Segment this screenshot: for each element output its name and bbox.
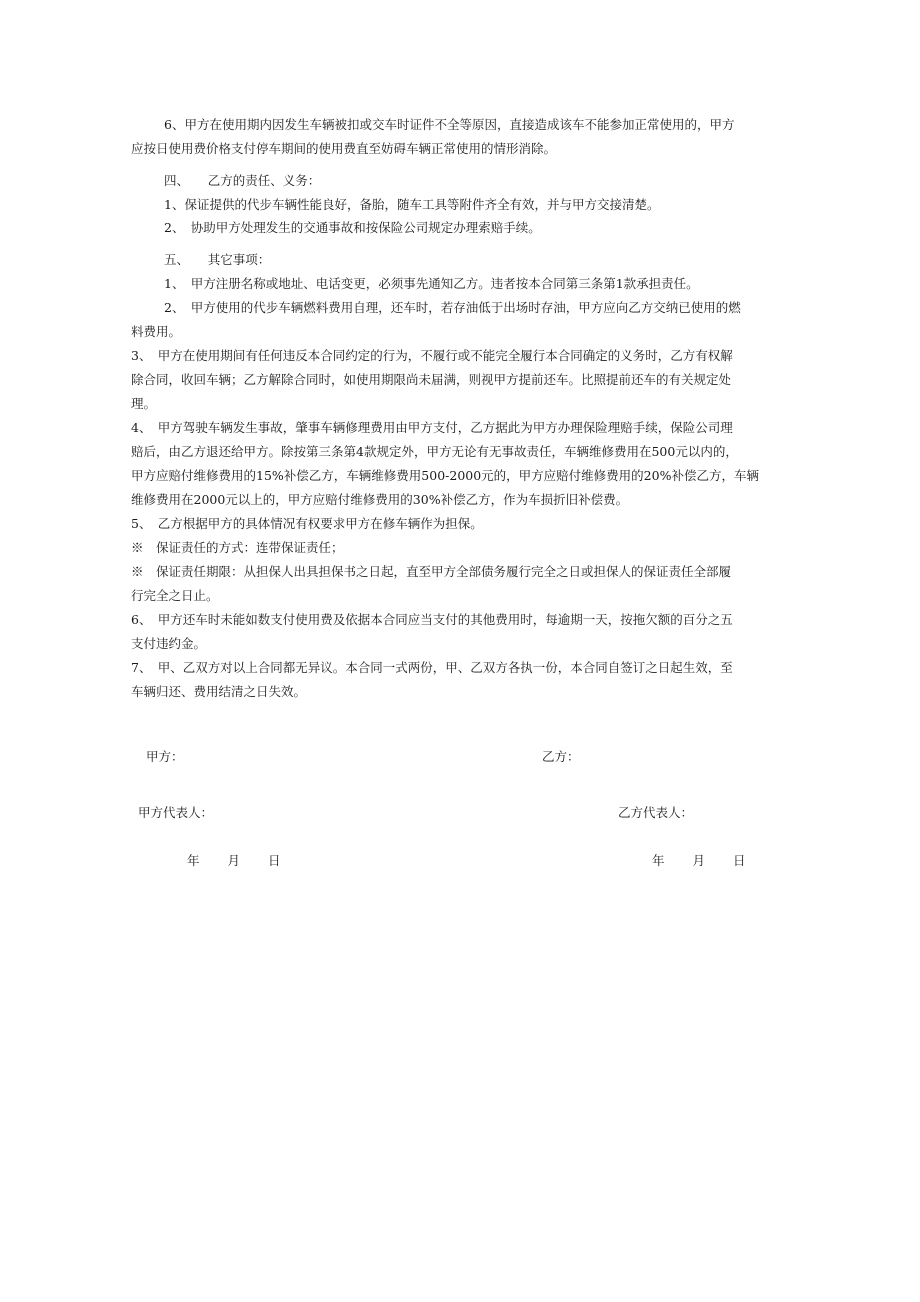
- section-5-item-3-line-3: 理。: [131, 396, 157, 411]
- guarantee-method: ※ 保证责任的方式：连带保证责任；: [131, 540, 344, 555]
- section-5-item-4-line-3: 甲方应赔付维修费用的15%补偿乙方，车辆维修费用500-2000元的，甲方应赔付维修费用的20%补偿乙方，车辆: [131, 468, 759, 483]
- party-a-date: 年 月 日: [187, 853, 282, 868]
- section-5-heading: 五、 其它事项：: [164, 252, 271, 267]
- party-a-representative-label: 甲方代表人：: [138, 805, 214, 820]
- section-4-heading: 四、 乙方的责任、义务：: [164, 173, 321, 188]
- section-4-item-2: 2、 协助甲方处理发生的交通事故和按保险公司规定办理索赔手续。: [164, 220, 541, 235]
- section-5-item-2-line-1: 2、 甲方使用的代步车辆燃料费用自理，还车时，若存油低于出场时存油，甲方应向乙方交纳已使用的燃: [164, 300, 741, 315]
- section-5-item-3-line-1: 3、 甲方在使用期间有任何违反本合同约定的行为，不履行或不能完全履行本合同确定的义务时，乙方有权解: [131, 348, 733, 363]
- guarantee-period-line-2: 行完全之日止。: [131, 588, 219, 603]
- section-5-item-2-line-2: 料费用。: [131, 324, 182, 339]
- section-5-item-4-line-1: 4、 甲方驾驶车辆发生事故，肇事车辆修理费用由甲方支付，乙方据此为甲方办理保险理赔手续，保险公司理: [131, 420, 733, 435]
- section-5-item-7-line-1: 7、 甲、乙双方对以上合同都无异议。本合同一式两份，甲、乙双方各执一份，本合同自签订之日起生效，至: [131, 660, 733, 675]
- section-5-item-7-line-2: 车辆归还、费用结清之日失效。: [131, 684, 307, 699]
- guarantee-period-line-1: ※ 保证责任期限：从担保人出具担保书之日起，直至甲方全部债务履行完全之日或担保人的保证责任全部履: [131, 564, 732, 579]
- section-5-item-1: 1、 甲方注册名称或地址、电话变更，必须事先通知乙方。违者按本合同第三条第1款承担责任。: [164, 276, 699, 291]
- section-5-item-5: 5、 乙方根据甲方的具体情况有权要求甲方在修车辆作为担保。: [131, 516, 483, 531]
- party-b-representative-label: 乙方代表人：: [618, 805, 694, 820]
- clause-6-line-1: 6、甲方在使用期内因发生车辆被扣或交车时证件不全等原因，直接造成该车不能参加正常使用的，甲方: [164, 117, 735, 132]
- section-5-item-6-line-1: 6、 甲方还车时未能如数支付使用费及依据本合同应当支付的其他费用时，每逾期一天，按拖欠额的百分之五: [131, 612, 733, 627]
- section-5-item-6-line-2: 支付违约金。: [131, 636, 207, 651]
- party-b-date: 年 月 日: [652, 853, 747, 868]
- section-5-item-3-line-2: 除合同，收回车辆；乙方解除合同时，如使用期限尚未届满，则视甲方提前还车。比照提前还车的有关规定处: [131, 372, 732, 387]
- clause-6-line-2: 应按日使用费价格支付停车期间的使用费直至妨碍车辆正常使用的情形消除。: [131, 141, 557, 156]
- party-a-signature-label: 甲方：: [146, 749, 184, 764]
- party-b-signature-label: 乙方：: [542, 749, 580, 764]
- section-5-item-4-line-4: 维修费用在2000元以上的，甲方应赔付维修费用的30%补偿乙方，作为车损折旧补偿费。: [131, 492, 629, 507]
- section-4-item-1: 1、保证提供的代步车辆性能良好，备胎，随车工具等附件齐全有效，并与甲方交接清楚。: [164, 197, 660, 212]
- section-5-item-4-line-2: 赔后，由乙方退还给甲方。除按第三条第4款规定外，甲方无论有无事故责任，车辆维修费用在500元以内的，: [131, 444, 738, 459]
